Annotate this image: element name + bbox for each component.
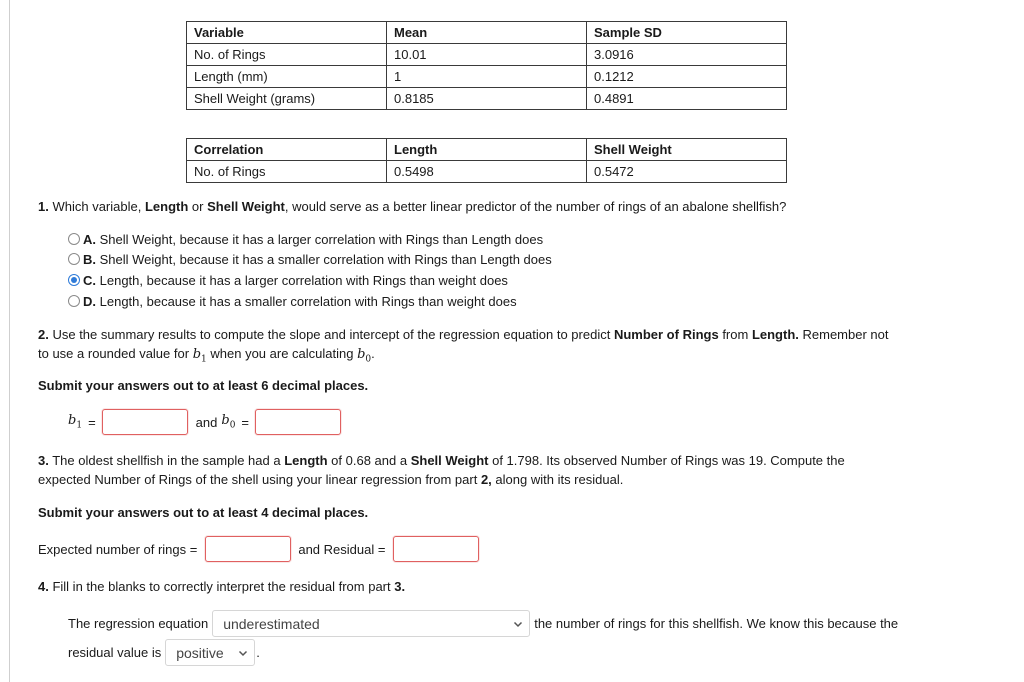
prompt-bold: Length [284,453,328,468]
header-cell: Mean [387,22,587,44]
table-cell: No. of Rings [187,44,387,66]
header-cell: Length [387,139,587,161]
header-cell: Correlation [187,139,387,161]
table-row [187,66,787,88]
chevron-down-icon [238,648,248,658]
residual-input[interactable] [393,536,479,562]
regression-direction-select[interactable] [212,610,530,637]
radio-button-c-selected[interactable] [68,274,80,286]
prompt-text: or [191,199,204,214]
page-left-border [9,0,10,682]
option-letter: D. [83,293,96,309]
b1-symbol: $b_1$ [192,347,207,365]
q4-sentence-line-1 [68,610,898,637]
option-text: Shell Weight, because it has a smaller correlation with Rings than Length does [99,251,552,267]
radio-button-a[interactable] [68,233,80,245]
residual-sign-select[interactable] [165,639,255,666]
prompt-bold: Number of Rings [613,327,719,342]
b1-input[interactable] [102,409,188,435]
prompt-text: from [722,327,749,342]
q4-sentence-line-2 [68,639,260,666]
prompt-text: Which variable, [52,199,142,214]
question-number: 1. [38,199,49,214]
option-d[interactable] [68,291,517,311]
select-value: underestimated [223,615,320,632]
sentence-period: . [256,645,260,660]
question-4-prompt [38,577,405,596]
b0-input[interactable] [255,409,341,435]
option-text: Shell Weight, because it has a larger correlation with Rings than Length does [99,231,544,247]
option-letter: A. [83,231,96,247]
prompt-text: Remember not [802,327,889,342]
b0-symbol: $b_0$ [357,347,372,365]
residual-label: and Residual = [298,541,386,557]
table-header-row [187,139,787,161]
radio-button-b[interactable] [68,253,80,265]
table-cell: 0.5498 [387,161,587,183]
header-cell: Variable [187,22,387,44]
table-cell: Shell Weight (grams) [187,88,387,110]
prompt-bold: Shell Weight [207,199,285,214]
prompt-text: when you are calculating [210,346,354,361]
prompt-text: to use a rounded value for [38,346,190,361]
option-text: Length, because it has a smaller correlation with Rings than weight does [99,293,517,309]
sentence-text: The regression equation [68,616,209,631]
prompt-text: along with its residual. [495,472,624,487]
prompt-text: Fill in the blanks to correctly interpret the residual from part [52,579,391,594]
prompt-text: Use the summary results to compute the slope and intercept of the regression equation to predict [52,327,611,342]
equals-sign: = [241,414,250,430]
header-cell: Shell Weight [587,139,787,161]
sentence-text: the number of rings for this shellfish. We know this because the [534,616,899,631]
question-2-prompt: 2. Use the summary results to compute the slope and intercept of the regression equation to predict Number of Rings from Length. Remember not to use a rounded value for $b_1$ when you are calculating $b_0$. [38,327,889,365]
question-number: 4. [38,579,49,594]
table-cell: Length (mm) [187,66,387,88]
question-1-prompt [38,197,786,216]
prompt-text: of 1.798. Its observed Number of Rings was 19. Compute the [492,453,845,468]
prompt-text: , would serve as a better linear predictor of the number of rings of an abalone shellfish? [284,199,787,214]
summary-table [186,21,787,110]
radio-dot-icon [71,277,77,283]
prompt-bold: Shell Weight [410,453,489,468]
prompt-bold: 3. [394,579,406,594]
table-header-row [187,22,787,44]
q3-submit-instruction: Submit your answers out to at least 4 decimal places. [38,505,369,520]
correlation-table [186,138,787,183]
question-number: 2. [38,327,49,342]
table-cell: 10.01 [387,44,587,66]
q2-answer-row [68,409,341,435]
prompt-bold: Length [144,199,189,214]
b1-label: $b_1$ [68,413,83,431]
prompt-text: expected Number of Rings of the shell using your linear regression from part [38,472,478,487]
prompt-text: of 0.68 and a [331,453,408,468]
expected-rings-label: Expected number of rings = [38,541,198,557]
equals-sign: = [88,414,96,430]
radio-button-d[interactable] [68,295,80,307]
prompt-text: The oldest shellfish in the sample had a [52,453,281,468]
table-cell: 0.8185 [387,88,587,110]
table-cell: 0.4891 [587,88,787,110]
table-cell: No. of Rings [187,161,387,183]
option-letter: C. [83,272,96,288]
option-text: Length, because it has a larger correlation with Rings than weight does [99,272,508,288]
option-a[interactable] [68,229,543,249]
table-cell: 0.5472 [587,161,787,183]
chevron-down-icon [513,619,523,629]
table-row [187,44,787,66]
table-cell: 1 [387,66,587,88]
b0-label: $b_0$ [221,413,236,431]
sentence-text: residual value is [68,645,162,660]
q3-answer-row [38,536,479,562]
table-cell: 0.1212 [587,66,787,88]
option-c[interactable] [68,270,508,290]
header-cell: Sample SD [587,22,787,44]
select-value: positive [176,644,224,661]
question-number: 3. [38,453,49,468]
prompt-bold: 2, [480,472,492,487]
table-cell: 3.0916 [587,44,787,66]
option-b[interactable] [68,249,552,269]
q2-submit-instruction: Submit your answers out to at least 6 decimal places. [38,378,369,393]
table-row [187,161,787,183]
question-3-prompt [38,451,845,489]
and-text: and [195,414,218,430]
prompt-bold: Length. [751,327,799,342]
table-row [187,88,787,110]
option-letter: B. [83,251,96,267]
expected-rings-input[interactable] [205,536,291,562]
